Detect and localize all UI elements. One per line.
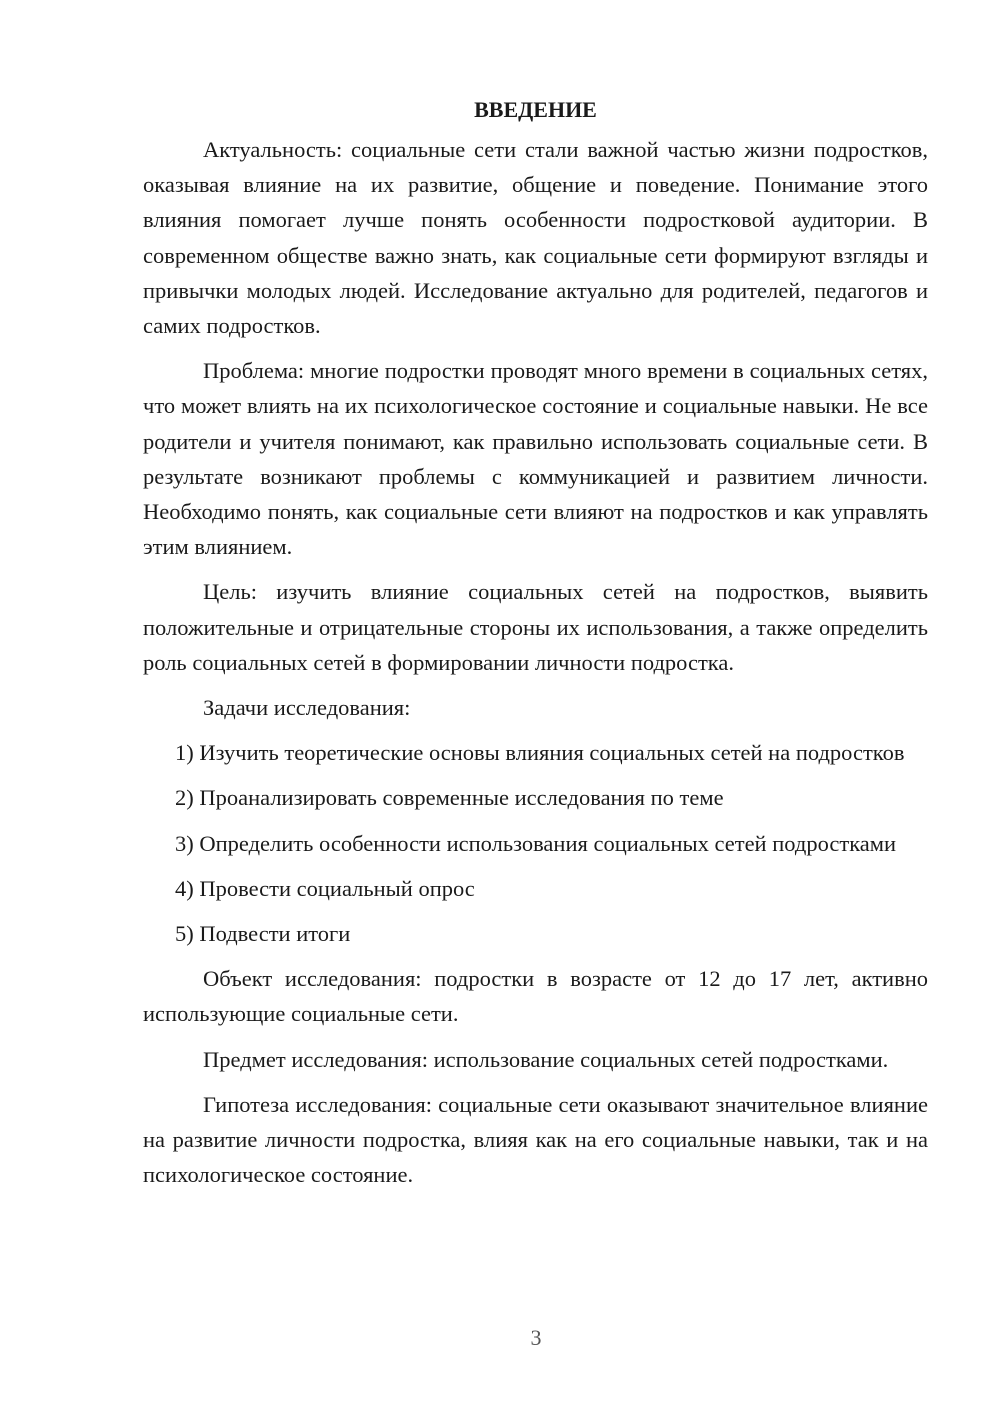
paragraph-problem: Проблема: многие подростки проводят много времени в социальных сетях, что может влиять на их психологическое состояние и социальные навыки. Не все родители и учителя понимают, как правильно использовать социальные сети. В результате возникают проблемы с коммуникацией и развитием личности. Необходимо понять, как социальные сети влияют на подростков и как управлять этим влиянием. xyxy=(143,358,928,560)
paragraph-hypothesis: Гипотеза исследования: социальные сети оказывают значительное влияние на развитие личности подростка, влияя как на его социальные навыки, так и на психологическое состояние. xyxy=(143,1091,928,1188)
paragraph-subject: Предмет исследования: использование социальных сетей подростками. xyxy=(203,1046,889,1072)
page-number: 3 xyxy=(530,1325,542,1350)
tasks-heading: Задачи исследования: xyxy=(203,695,411,721)
list-item-task-4: 4) Провести социальный опрос xyxy=(175,875,475,901)
paragraph-object: Объект исследования: подростки в возрасте от 12 до 17 лет, активно использующие социальные сети. xyxy=(143,966,928,1027)
list-item-task-3: 3) Определить особенности использования социальных сетей подростками xyxy=(175,830,897,856)
paragraph-goal: Цель: изучить влияние социальных сетей на подростков, выявить положительные и отрицательные стороны их использования, а также определить роль социальных сетей в формировании личности подростка. xyxy=(143,579,928,675)
list-item-task-2: 2) Проанализировать современные исследования по теме xyxy=(175,785,724,811)
paragraph-relevance: Актуальность: социальные сети стали важной частью жизни подростков, оказывая влияние на их развитие, общение и поведение. Понимание этого влияния помогает лучше понять особенности подростковой аудитории. В современном обществе важно знать, как социальные сети формируют взгляды и привычки молодых людей. Исследование актуально для родителей, педагогов и самих подростков. xyxy=(143,137,928,339)
list-item-task-5: 5) Подвести итоги xyxy=(175,921,351,947)
page-title: ВВЕДЕНИЕ xyxy=(474,97,597,122)
list-item-task-1: 1) Изучить теоретические основы влияния социальных сетей на подростков xyxy=(175,740,905,766)
document-page xyxy=(143,92,928,1192)
